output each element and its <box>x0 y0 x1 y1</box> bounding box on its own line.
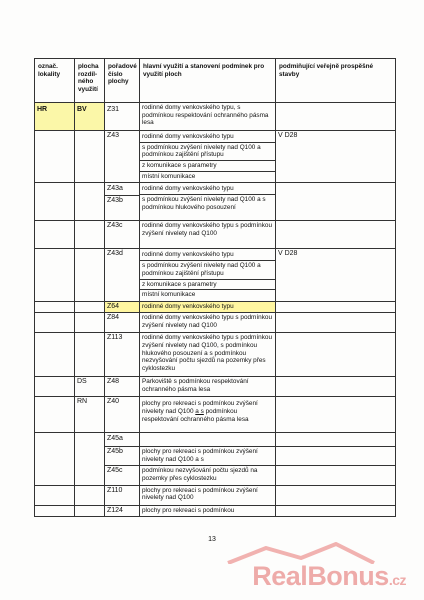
vps-cell <box>276 301 396 312</box>
vyuziti-cell <box>140 433 276 485</box>
vps-cell <box>276 505 396 516</box>
condition-line: z komunikace s parametry <box>140 280 275 291</box>
condition-line: s podmínkou zvýšení nivelety nad Q100 a s podmínkou hlukového posouzení <box>142 196 266 211</box>
condition-line: místní komunikace <box>142 172 196 180</box>
vps-cell: V D28 <box>276 131 396 183</box>
condition-line: s podmínkou zvýšení nivelety nad Q100 a podmínkou zajištění přístupu <box>140 261 275 279</box>
table-row <box>35 313 396 333</box>
table-row <box>35 183 396 221</box>
condition-line: rodinné domy venkovského typu <box>140 132 275 143</box>
vps-cell <box>276 103 396 131</box>
cislo-cell <box>105 183 140 221</box>
vyuziti-cell: rodinné domy venkovského typu s podmínkou zvýšení nivelety nad Q100, s podmínkou hlukového posouzení a s podmínkou nezvyšování počtu sjezdů na pozemky přes cyklostezku <box>140 333 276 377</box>
regulation-table <box>34 58 396 517</box>
lokalita-cell <box>35 505 75 516</box>
watermark-logo <box>252 561 406 592</box>
lokalita-cell <box>35 183 75 221</box>
vps-blank <box>276 466 395 482</box>
lokalita-cell <box>35 377 75 397</box>
lokalita-cell <box>35 301 75 312</box>
vyuziti-cell <box>140 249 276 301</box>
condition-line: rodinné domy venkovského typu <box>140 184 275 195</box>
table-row <box>35 505 396 516</box>
header-lokalita: označ. lokality <box>35 59 75 103</box>
vps-cell <box>276 377 396 397</box>
table-row <box>35 433 396 485</box>
vps-cell <box>276 397 396 433</box>
cislo-cell: Z110 <box>105 485 140 505</box>
vyuziti-cell <box>140 183 276 221</box>
plocha-cell: RN <box>75 397 105 433</box>
condition-line: podmínkou nezvyšování počtu sjezdů na pozemky přes cyklostezku <box>142 467 258 482</box>
header-vps: podmiňující veřejně prospěšné stavby <box>276 59 396 103</box>
condition-text: plochy pro rekreaci s podmínkou zvýšení nivelety nad Q100 <box>142 400 258 415</box>
condition-line: s podmínkou zvýšení nivelety nad Q100 a podmínkou zajištění přístupu <box>140 143 275 161</box>
table-row-highlighted <box>35 301 396 312</box>
cislo-line: Z45b <box>105 447 139 466</box>
plocha-cell <box>75 333 105 377</box>
vps-cell <box>276 313 396 333</box>
vps-cell <box>276 183 396 221</box>
lokalita-cell <box>35 131 75 183</box>
table-row <box>35 377 396 397</box>
vyuziti-cell <box>140 397 276 433</box>
plocha-cell: DS <box>75 377 105 397</box>
table-row <box>35 131 396 183</box>
vyuziti-cell: rodinné domy venkovského typu s podmínkou zvýšení nivelety nad Q100 <box>140 313 276 333</box>
vps-cell <box>276 333 396 377</box>
plocha-cell <box>75 313 105 333</box>
plocha-cell <box>75 183 105 221</box>
watermark-text: RealBonus <box>252 561 389 591</box>
cislo-cell: Z31 <box>105 103 140 131</box>
plocha-cell: BV <box>75 103 105 131</box>
table-header <box>35 59 396 103</box>
vyuziti-cell: rodinné domy venkovského typu, s podmínkou respektování ochranného pásma lesa <box>140 103 276 131</box>
cislo-line: Z43a <box>105 184 139 195</box>
vyuziti-cell: plochy pro rekreaci s podmínkou zvýšení nivelety nad Q100 <box>140 485 276 505</box>
plocha-cell <box>75 485 105 505</box>
lokalita-cell <box>35 397 75 433</box>
lokalita-cell <box>35 485 75 505</box>
lokalita-cell: HR <box>35 103 75 131</box>
vps-cell <box>276 221 396 249</box>
condition-underlined: a s <box>195 407 204 415</box>
page-number: 13 <box>208 536 216 543</box>
table-row <box>35 249 396 301</box>
vyuziti-cell: rodinné domy venkovského typu s podmínkou zvýšení nivelety nad Q100 <box>140 221 276 249</box>
lokalita-cell <box>35 249 75 301</box>
lokalita-cell <box>35 433 75 485</box>
cislo-cell: Z48 <box>105 377 140 397</box>
condition-blank <box>140 434 275 447</box>
table-row <box>35 485 396 505</box>
plocha-cell <box>75 433 105 485</box>
condition-line: rodinné domy venkovského typu <box>140 250 275 261</box>
plocha-cell <box>75 301 105 312</box>
lokalita-cell <box>35 221 75 249</box>
condition-line: z komunikace s parametry <box>140 161 275 172</box>
vyuziti-cell: rodinné domy venkovského typu <box>140 301 276 312</box>
cislo-cell <box>105 433 140 485</box>
table-row <box>35 333 396 377</box>
header-plocha: plocha rozdíl-ného využití <box>75 59 105 103</box>
table-row <box>35 103 396 131</box>
cislo-line: Z43b <box>107 196 123 204</box>
cislo-cell: Z124 <box>105 505 140 516</box>
table-row <box>35 221 396 249</box>
cislo-line: Z45a <box>105 434 139 447</box>
plocha-cell <box>75 221 105 249</box>
plocha-cell <box>75 249 105 301</box>
cislo-cell: Z113 <box>105 333 140 377</box>
vyuziti-cell: Parkoviště s podmínkou respektování ochranného pásma lesa <box>140 377 276 397</box>
lokalita-cell <box>35 313 75 333</box>
header-vyuziti: hlavní využití a stanovení podmínek pro využití ploch <box>140 59 276 103</box>
vps-blank <box>276 447 395 466</box>
plocha-cell <box>75 505 105 516</box>
plocha-cell <box>75 131 105 183</box>
condition-line: plochy pro rekreaci s podmínkou zvýšení nivelety nad Q100 a s <box>140 447 275 466</box>
cislo-cell: Z64 <box>105 301 140 312</box>
vps-cell <box>276 485 396 505</box>
cislo-cell: Z43c <box>105 221 140 249</box>
vyuziti-cell <box>140 131 276 183</box>
lokalita-cell <box>35 333 75 377</box>
condition-line: místní komunikace <box>142 291 196 299</box>
watermark-tld: .cz <box>388 572 406 588</box>
cislo-cell: Z43 <box>105 131 140 183</box>
vps-cell <box>276 433 396 485</box>
cislo-cell: Z84 <box>105 313 140 333</box>
header-cislo: pořadové číslo plochy <box>105 59 140 103</box>
cislo-cell: Z40 <box>105 397 140 433</box>
table-row <box>35 397 396 433</box>
cislo-line: Z45c <box>107 467 123 475</box>
vyuziti-cell: plochy pro rekreaci s podmínkou <box>140 505 276 516</box>
cislo-cell: Z43d <box>105 249 140 301</box>
condition-text: podmínkou respektování ochranného pásma lesa <box>142 407 249 423</box>
vps-blank <box>276 434 395 447</box>
vps-cell: V D28 <box>276 249 396 301</box>
